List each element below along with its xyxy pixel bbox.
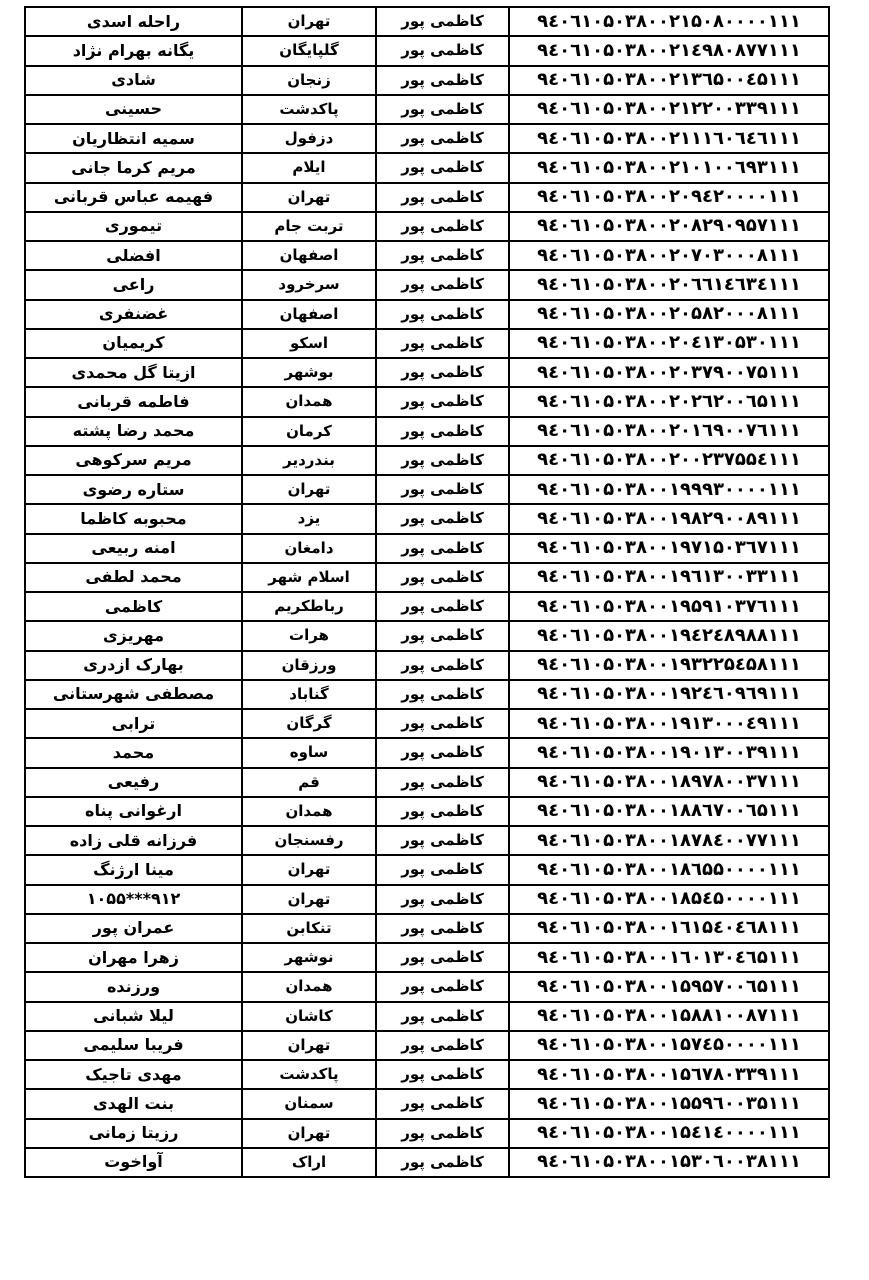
city-cell: همدان [242,387,376,416]
code-cell: ۹٤۰٦۱۰۵۰۳۸۰۰۲۱۰۱۰۰٦۹۳۱۱۱ [509,153,829,182]
city-cell: تهران [242,1031,376,1060]
family-name-cell: کاظمی پور [376,592,509,621]
person-name-cell: یگانه بهرام نژاد [25,36,242,65]
city-cell: دامغان [242,534,376,563]
city-cell: تهران [242,885,376,914]
city-cell: بندردیر [242,446,376,475]
table-row [25,738,829,767]
city-cell: پاکدشت [242,1060,376,1089]
code-cell: ۹٤۰٦۱۰۵۰۳۸۰۰۲۱٤۹۸۰۸۷۷۱۱۱ [509,36,829,65]
person-name-cell: کریمیان [25,329,242,358]
city-cell: همدان [242,797,376,826]
family-name-cell: کاظمی پور [376,212,509,241]
code-cell: ۹٤۰٦۱۰۵۰۳۸۰۰۱۹۱۳۰۰۰٤۹۱۱۱ [509,709,829,738]
code-cell: ۹٤۰٦۱۰۵۰۳۸۰۰۱۹۹۹۳۰۰۰۰۱۱۱ [509,475,829,504]
person-name-cell: مریم کرما جانی [25,153,242,182]
code-cell: ۹٤۰٦۱۰۵۰۳۸۰۰۱۵۵۹٦۰۰۳۵۱۱۱ [509,1089,829,1118]
person-name-cell: ورزنده [25,972,242,1001]
person-name-cell: تیموری [25,212,242,241]
family-name-cell: کاظمی پور [376,1060,509,1089]
code-cell: ۹٤۰٦۱۰۵۰۳۸۰۰۱۹٦۱۳۰۰۳۳۱۱۱ [509,563,829,592]
city-cell: قم [242,768,376,797]
table-row [25,1119,829,1148]
table-row [25,1089,829,1118]
table-row [25,797,829,826]
family-name-cell: کاظمی پور [376,1002,509,1031]
code-cell: ۹٤۰٦۱۰۵۰۳۸۰۰۱٦۰۱۳۰٤٦۵۱۱۱ [509,943,829,972]
person-name-cell: مصطفی شهرستانی [25,680,242,709]
family-name-cell: کاظمی پور [376,1119,509,1148]
person-name-cell: مریم سرکوهی [25,446,242,475]
person-name-cell: افضلی [25,241,242,270]
city-cell: هرات [242,621,376,650]
table-row [25,914,829,943]
code-cell: ۹٤۰٦۱۰۵۰۳۸۰۰۲۰۷۰۳۰۰۰۸۱۱۱ [509,241,829,270]
person-name-cell: لیلا شبانی [25,1002,242,1031]
table-row [25,36,829,65]
code-cell: ۹٤۰٦۱۰۵۰۳۸۰۰۱٦۱۵٤۰٤٦۸۱۱۱ [509,914,829,943]
code-cell: ۹٤۰٦۱۰۵۰۳۸۰۰۲۱۳٦۵۰۰٤۵۱۱۱ [509,66,829,95]
family-name-cell: کاظمی پور [376,66,509,95]
family-name-cell: کاظمی پور [376,475,509,504]
family-name-cell: کاظمی پور [376,329,509,358]
table-row [25,534,829,563]
family-name-cell: کاظمی پور [376,241,509,270]
city-cell: نوشهر [242,943,376,972]
family-name-cell: کاظمی پور [376,504,509,533]
city-cell: بوشهر [242,358,376,387]
person-name-cell: کاظمی [25,592,242,621]
person-name-cell: امنه ربیعی [25,534,242,563]
person-name-cell: آواخوت [25,1148,242,1177]
family-name-cell: کاظمی پور [376,124,509,153]
code-cell: ۹٤۰٦۱۰۵۰۳۸۰۰۲۰۱٦۹۰۰۷٦۱۱۱ [509,417,829,446]
table-row [25,95,829,124]
table-row [25,446,829,475]
table-row [25,826,829,855]
city-cell: دزفول [242,124,376,153]
family-name-cell: کاظمی پور [376,358,509,387]
table-row [25,680,829,709]
city-cell: تهران [242,475,376,504]
person-name-cell: محمد [25,738,242,767]
family-name-cell: کاظمی پور [376,183,509,212]
code-cell: ۹٤۰٦۱۰۵۰۳۸۰۰۱۵۹۵۷۰۰٦۵۱۱۱ [509,972,829,1001]
city-cell: پاکدشت [242,95,376,124]
code-cell: ۹٤۰٦۱۰۵۰۳۸۰۰۱۵۷٤۵۰۰۰۰۱۱۱ [509,1031,829,1060]
family-name-cell: کاظمی پور [376,768,509,797]
code-cell: ۹٤۰٦۱۰۵۰۳۸۰۰۱۹۳۲۲۵٤۵۸۱۱۱ [509,651,829,680]
family-name-cell: کاظمی پور [376,153,509,182]
city-cell: سرخرود [242,270,376,299]
person-name-cell: بهارک ازدری [25,651,242,680]
table-row [25,358,829,387]
table-row [25,651,829,680]
family-name-cell: کاظمی پور [376,417,509,446]
table-row [25,300,829,329]
city-cell: کاشان [242,1002,376,1031]
table-row [25,621,829,650]
code-cell: ۹٤۰٦۱۰۵۰۳۸۰۰۱۸٦۵۵۰۰۰۰۱۱۱ [509,855,829,884]
table-row [25,1031,829,1060]
person-name-cell: راعی [25,270,242,299]
city-cell: تهران [242,183,376,212]
city-cell: همدان [242,972,376,1001]
records-table-body [25,7,829,1177]
code-cell: ۹٤۰٦۱۰۵۰۳۸۰۰۲۰۹٤۲۰۰۰۰۱۱۱ [509,183,829,212]
code-cell: ۹٤۰٦۱۰۵۰۳۸۰۰۱۸۹۷۸۰۰۳۷۱۱۱ [509,768,829,797]
code-cell: ۹٤۰٦۱۰۵۰۳۸۰۰۲۰۲٦۲۰۰٦۵۱۱۱ [509,387,829,416]
person-name-cell: ترابی [25,709,242,738]
code-cell: ۹٤۰٦۱۰۵۰۳۸۰۰۱۸۵٤۵۰۰۰۰۱۱۱ [509,885,829,914]
family-name-cell: کاظمی پور [376,709,509,738]
table-row [25,329,829,358]
family-name-cell: کاظمی پور [376,95,509,124]
city-cell: رباطکریم [242,592,376,621]
table-row [25,1148,829,1177]
code-cell: ۹٤۰٦۱۰۵۰۳۸۰۰۱۹۲٤٦۰۹٦۹۱۱۱ [509,680,829,709]
table-row [25,475,829,504]
code-cell: ۹٤۰٦۱۰۵۰۳۸۰۰۱۹۵۹۱۰۳۷٦۱۱۱ [509,592,829,621]
table-row [25,183,829,212]
city-cell: کرمان [242,417,376,446]
family-name-cell: کاظمی پور [376,826,509,855]
code-cell: ۹٤۰٦۱۰۵۰۳۸۰۰۲۱۱۱٦۰٦٤٦۱۱۱ [509,124,829,153]
city-cell: اراک [242,1148,376,1177]
family-name-cell: کاظمی پور [376,446,509,475]
person-name-cell: ۹۱۲***۱۰۵۵ [25,885,242,914]
family-name-cell: کاظمی پور [376,651,509,680]
person-name-cell: سمیه انتظاریان [25,124,242,153]
table-row [25,124,829,153]
table-row [25,153,829,182]
table-row [25,972,829,1001]
table-row [25,1060,829,1089]
family-name-cell: کاظمی پور [376,1031,509,1060]
code-cell: ۹٤۰٦۱۰۵۰۳۸۰۰۱۹۰۱۳۰۰۳۹۱۱۱ [509,738,829,767]
code-cell: ۹٤۰٦۱۰۵۰۳۸۰۰۲۰۵۸۲۰۰۰۸۱۱۱ [509,300,829,329]
table-row [25,1002,829,1031]
person-name-cell: ازیتا گل محمدی [25,358,242,387]
family-name-cell: کاظمی پور [376,972,509,1001]
table-row [25,709,829,738]
city-cell: اصفهان [242,241,376,270]
person-name-cell: غضنفری [25,300,242,329]
city-cell: ساوه [242,738,376,767]
person-name-cell: مهریزی [25,621,242,650]
person-name-cell: فرزانه قلی زاده [25,826,242,855]
person-name-cell: حسینی [25,95,242,124]
code-cell: ۹٤۰٦۱۰۵۰۳۸۰۰۱۵۳۰٦۰۰۳۸۱۱۱ [509,1148,829,1177]
person-name-cell: ارغوانی پناه [25,797,242,826]
person-name-cell: بنت الهدی [25,1089,242,1118]
person-name-cell: مینا ارژنگ [25,855,242,884]
family-name-cell: کاظمی پور [376,387,509,416]
family-name-cell: کاظمی پور [376,7,509,36]
table-row [25,241,829,270]
table-row [25,592,829,621]
table-row [25,563,829,592]
table-row [25,417,829,446]
family-name-cell: کاظمی پور [376,300,509,329]
family-name-cell: کاظمی پور [376,1089,509,1118]
city-cell: اسکو [242,329,376,358]
table-row [25,885,829,914]
city-cell: ورزقان [242,651,376,680]
table-row [25,855,829,884]
family-name-cell: کاظمی پور [376,738,509,767]
family-name-cell: کاظمی پور [376,563,509,592]
family-name-cell: کاظمی پور [376,797,509,826]
code-cell: ۹٤۰٦۱۰۵۰۳۸۰۰۲۰۰۲۳۷۵۵٤۱۱۱ [509,446,829,475]
table-row [25,768,829,797]
records-table [24,6,830,1178]
family-name-cell: کاظمی پور [376,36,509,65]
table-row [25,504,829,533]
city-cell: تربت جام [242,212,376,241]
person-name-cell: مهدی تاجیک [25,1060,242,1089]
code-cell: ۹٤۰٦۱۰۵۰۳۸۰۰۱۹۸۲۹۰۰۸۹۱۱۱ [509,504,829,533]
person-name-cell: رزیتا زمانی [25,1119,242,1148]
person-name-cell: رفیعی [25,768,242,797]
city-cell: گرگان [242,709,376,738]
code-cell: ۹٤۰٦۱۰۵۰۳۸۰۰۲۱۵۰۸۰۰۰۰۱۱۱ [509,7,829,36]
person-name-cell: محمد رضا پشته [25,417,242,446]
city-cell: اصفهان [242,300,376,329]
city-cell: رفسنجان [242,826,376,855]
code-cell: ۹٤۰٦۱۰۵۰۳۸۰۰۱۸۷۸٤۰۰۷۷۱۱۱ [509,826,829,855]
table-row [25,270,829,299]
city-cell: گناباد [242,680,376,709]
person-name-cell: راحله اسدی [25,7,242,36]
city-cell: گلپایگان [242,36,376,65]
person-name-cell: محبوبه کاظما [25,504,242,533]
city-cell: سمنان [242,1089,376,1118]
city-cell: ایلام [242,153,376,182]
family-name-cell: کاظمی پور [376,270,509,299]
table-row [25,212,829,241]
family-name-cell: کاظمی پور [376,534,509,563]
family-name-cell: کاظمی پور [376,680,509,709]
table-row [25,943,829,972]
person-name-cell: فریبا سلیمی [25,1031,242,1060]
person-name-cell: ستاره رضوی [25,475,242,504]
person-name-cell: شادی [25,66,242,95]
code-cell: ۹٤۰٦۱۰۵۰۳۸۰۰۱۸۸٦۷۰۰٦۵۱۱۱ [509,797,829,826]
code-cell: ۹٤۰٦۱۰۵۰۳۸۰۰۲۰۸۲۹۰۹۵۷۱۱۱ [509,212,829,241]
code-cell: ۹٤۰٦۱۰۵۰۳۸۰۰۱۹٤۲٤۸۹۸۸۱۱۱ [509,621,829,650]
person-name-cell: فهیمه عباس قربانی [25,183,242,212]
person-name-cell: فاطمه قربانی [25,387,242,416]
city-cell: تنکابن [242,914,376,943]
family-name-cell: کاظمی پور [376,943,509,972]
family-name-cell: کاظمی پور [376,1148,509,1177]
city-cell: زنجان [242,66,376,95]
person-name-cell: عمران پور [25,914,242,943]
family-name-cell: کاظمی پور [376,855,509,884]
code-cell: ۹٤۰٦۱۰۵۰۳۸۰۰۱۵٤۱٤۰۰۰۰۱۱۱ [509,1119,829,1148]
code-cell: ۹٤۰٦۱۰۵۰۳۸۰۰۱۵۸۸۱۰۰۸۷۱۱۱ [509,1002,829,1031]
table-row [25,66,829,95]
family-name-cell: کاظمی پور [376,914,509,943]
code-cell: ۹٤۰٦۱۰۵۰۳۸۰۰۱۹۷۱۵۰۳٦۷۱۱۱ [509,534,829,563]
city-cell: تهران [242,855,376,884]
code-cell: ۹٤۰٦۱۰۵۰۳۸۰۰۲۰۳۷۹۰۰۷۵۱۱۱ [509,358,829,387]
family-name-cell: کاظمی پور [376,621,509,650]
city-cell: تهران [242,1119,376,1148]
family-name-cell: کاظمی پور [376,885,509,914]
code-cell: ۹٤۰٦۱۰۵۰۳۸۰۰۲۰٦٦۱٤٦۳٤۱۱۱ [509,270,829,299]
code-cell: ۹٤۰٦۱۰۵۰۳۸۰۰۲۰٤۱۳۰۵۳۰۱۱۱ [509,329,829,358]
person-name-cell: محمد لطفی [25,563,242,592]
city-cell: اسلام شهر [242,563,376,592]
city-cell: یزد [242,504,376,533]
person-name-cell: زهرا مهران [25,943,242,972]
table-row [25,7,829,36]
code-cell: ۹٤۰٦۱۰۵۰۳۸۰۰۱۵٦۷۸۰۳۳۹۱۱۱ [509,1060,829,1089]
code-cell: ۹٤۰٦۱۰۵۰۳۸۰۰۲۱۲۲۰۰۳۳۹۱۱۱ [509,95,829,124]
table-row [25,387,829,416]
city-cell: تهران [242,7,376,36]
